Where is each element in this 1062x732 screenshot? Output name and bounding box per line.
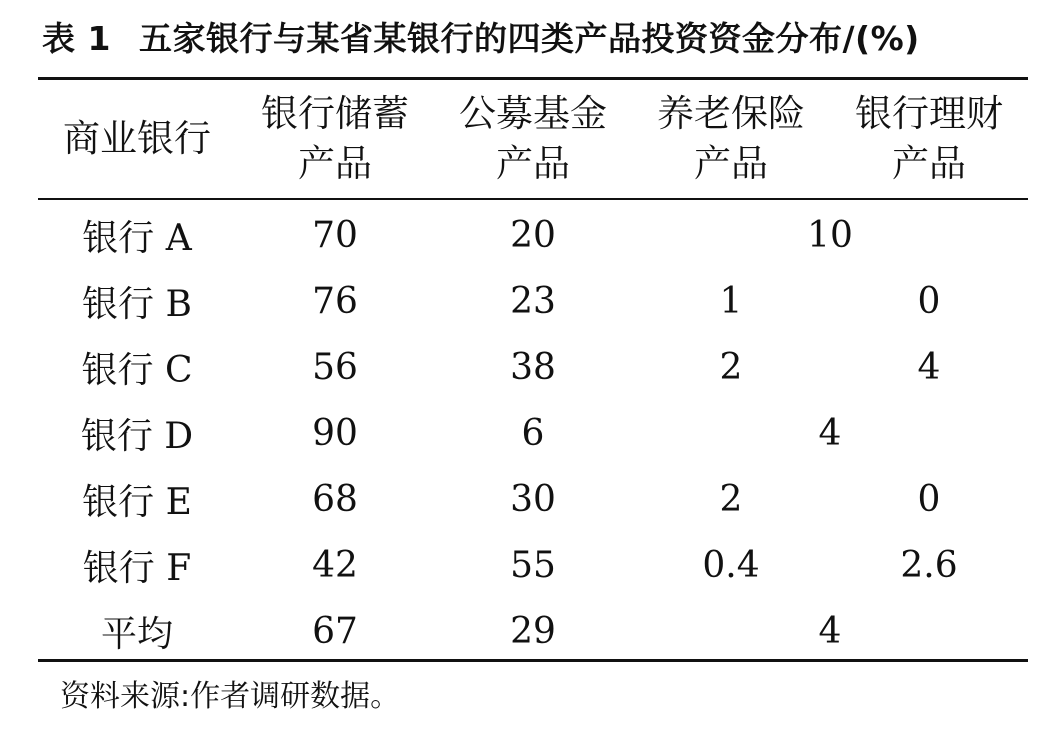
fund-cell: 23 [510, 280, 556, 322]
wealth-cell: 4 [917, 346, 941, 388]
pension-cell: 1 [719, 280, 743, 322]
bank-name-suffix: C [164, 349, 193, 391]
table-number: 表 1 [42, 19, 111, 58]
fund-cell: 38 [510, 346, 556, 388]
pension-cell: 2 [719, 346, 743, 388]
data-table [38, 80, 1028, 664]
bank-name-suffix: F [166, 547, 192, 589]
table-row [38, 198, 1028, 268]
bank-name-suffix: E [165, 481, 192, 523]
header-line: 公募基金 [459, 92, 607, 135]
bank-name-prefix: 银行 [82, 547, 155, 589]
pension-cell: 2 [719, 478, 743, 520]
header-line: 产品 [694, 142, 768, 185]
table-row [38, 532, 1028, 598]
bank-name-suffix: D [164, 415, 194, 457]
bank-name-suffix: B [165, 283, 192, 325]
bank-name-cell [38, 198, 236, 268]
fund-cell: 20 [510, 214, 556, 256]
header-line: 产品 [298, 142, 372, 185]
fund-cell: 55 [510, 544, 556, 586]
table-row [38, 400, 1028, 466]
savings-cell: 76 [312, 280, 358, 322]
average-label-cell: 平均 [100, 613, 173, 655]
wealth-cell: 0 [917, 280, 941, 322]
header-line: 产品 [892, 142, 966, 185]
savings-cell: 56 [312, 346, 358, 388]
savings-cell: 42 [312, 544, 358, 586]
savings-cell: 67 [312, 610, 358, 652]
bank-name-prefix: 银行 [80, 415, 153, 457]
bank-name-cell [38, 334, 236, 400]
bank-name-prefix: 银行 [82, 217, 155, 259]
bank-name-cell [38, 466, 236, 532]
bank-name-prefix: 银行 [82, 481, 155, 523]
header-savings [236, 80, 434, 198]
wealth-cell: 2.6 [900, 544, 958, 586]
table-row [38, 466, 1028, 532]
bank-name-cell [38, 532, 236, 598]
table-row [38, 334, 1028, 400]
header-line: 商业银行 [63, 117, 211, 160]
table-row [38, 268, 1028, 334]
source-note: 资料来源:作者调研数据。 [60, 679, 401, 714]
bank-name-cell [38, 400, 236, 466]
merged-pension-wealth-cell: 4 [818, 412, 842, 454]
header-row [38, 80, 1028, 198]
merged-pension-wealth-cell: 10 [807, 214, 853, 256]
header-fund [434, 80, 632, 198]
header-line: 养老保险 [657, 92, 805, 135]
table-row-average [38, 598, 1028, 664]
table-caption [42, 14, 1042, 64]
pension-cell: 0.4 [702, 544, 760, 586]
table-title: 五家银行与某省某银行的四类产品投资资金分布/(%) [138, 19, 920, 58]
fund-cell: 6 [521, 412, 545, 454]
header-line: 银行储蓄 [261, 92, 409, 135]
merged-pension-wealth-cell: 4 [818, 610, 842, 652]
header-pension [632, 80, 830, 198]
bank-name-prefix: 银行 [82, 283, 155, 325]
savings-cell: 90 [312, 412, 358, 454]
fund-cell: 30 [510, 478, 556, 520]
bank-name-suffix: A [165, 217, 192, 259]
header-line: 银行理财 [855, 92, 1003, 135]
savings-cell: 70 [312, 214, 358, 256]
header-wealth [830, 80, 1028, 198]
fund-cell: 29 [510, 610, 556, 652]
savings-cell: 68 [312, 478, 358, 520]
header-line: 产品 [496, 142, 570, 185]
bank-name-prefix: 银行 [81, 349, 154, 391]
bank-name-cell [38, 268, 236, 334]
header-bank [38, 80, 236, 198]
wealth-cell: 0 [917, 478, 941, 520]
